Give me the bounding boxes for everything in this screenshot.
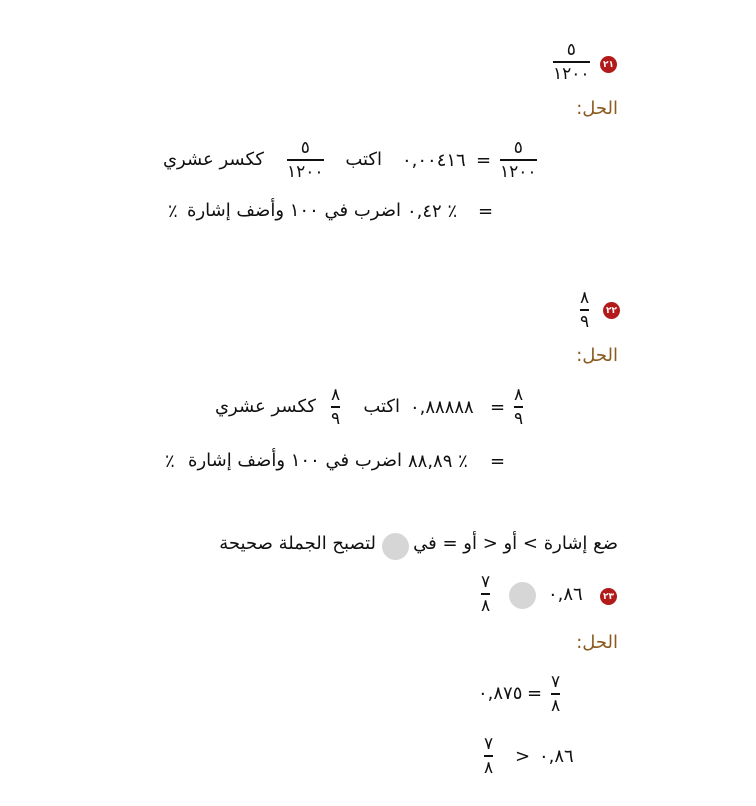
right-fraction — [481, 572, 490, 616]
step-fraction — [551, 672, 560, 716]
fraction-numerator: ٥ — [566, 40, 576, 60]
fraction-numerator: ٥ — [513, 138, 523, 158]
fraction-denominator: ١٢٠٠ — [500, 161, 537, 182]
fraction-numerator: ٧ — [481, 572, 491, 592]
fraction-bar — [481, 593, 490, 595]
compare-instruction-end: لتصبح الجملة صحيحة — [219, 533, 376, 554]
step-lhs-fraction — [514, 385, 523, 429]
solution-label: الحل: — [576, 345, 618, 366]
solution-label: الحل: — [576, 632, 618, 653]
equals-sign: = — [490, 397, 506, 418]
fraction-numerator: ٥ — [300, 138, 310, 158]
left-decimal-value: ٠,٨٦ — [548, 584, 583, 605]
percent-sign: ٪ — [165, 451, 175, 472]
answer-circle[interactable] — [509, 582, 536, 609]
step-mid-fraction — [331, 385, 340, 429]
write-text: اكتب — [345, 149, 382, 170]
fraction-denominator: ٩ — [580, 311, 590, 332]
equals-sign: = — [527, 683, 543, 704]
instruction-text: اضرب في ١٠٠ وأضف إشارة — [187, 200, 401, 221]
problem-number-badge: ٢٣ — [600, 588, 617, 605]
problem-fraction — [553, 40, 590, 84]
percent-value: ٨٨,٨٩ ٪ — [408, 451, 468, 472]
fraction-numerator: ٨ — [331, 385, 341, 405]
write-text: اكتب — [363, 396, 400, 417]
compare-instruction: ضع إشارة > أو < أو = في — [413, 533, 618, 554]
fraction-numerator: ٧ — [551, 672, 561, 692]
fraction-denominator: ٨ — [481, 595, 491, 616]
fraction-bar — [551, 693, 560, 695]
fraction-denominator: ٩ — [514, 408, 524, 429]
fraction-denominator: ١٢٠٠ — [553, 63, 590, 84]
equals-sign: = — [478, 201, 494, 222]
equals-sign: = — [476, 150, 492, 171]
fraction-bar — [331, 406, 340, 408]
decimal-value: ٠,٨٨٨٨٨ — [410, 397, 474, 418]
problem-fraction — [580, 288, 589, 332]
fraction-denominator: ٨ — [484, 757, 494, 778]
instruction-text: اضرب في ١٠٠ وأضف إشارة — [188, 450, 402, 471]
decimal-value: ٠,٨٧٥ — [478, 683, 523, 704]
solution-label: الحل: — [576, 98, 618, 119]
problem-number-badge: ٢١ — [600, 56, 617, 73]
decimal-value: ٠,٠٠٤١٦ — [402, 150, 466, 171]
problem-number-badge: ٢٢ — [603, 302, 620, 319]
fraction-bar — [514, 406, 523, 408]
fraction-bar — [553, 61, 590, 63]
fraction-numerator: ٧ — [484, 734, 494, 754]
fraction-denominator: ٨ — [551, 695, 561, 716]
blank-circle — [382, 533, 409, 560]
fraction-numerator: ٨ — [580, 288, 590, 308]
fraction-bar — [287, 159, 324, 161]
as-decimal-text: ككسر عشري — [214, 396, 316, 417]
fraction-denominator: ١٢٠٠ — [287, 161, 324, 182]
fraction-bar — [500, 159, 537, 161]
percent-sign: ٪ — [168, 201, 178, 222]
fraction-numerator: ٨ — [514, 385, 524, 405]
percent-value: ٠,٤٢ ٪ — [407, 201, 458, 222]
comparison-sign: > — [515, 746, 531, 767]
fraction-bar — [484, 755, 493, 757]
step-fraction — [484, 734, 493, 778]
fraction-bar — [580, 309, 589, 311]
equals-sign: = — [490, 451, 506, 472]
step-lhs-fraction — [500, 138, 537, 182]
decimal-value: ٠,٨٦ — [539, 746, 574, 767]
as-decimal-text: ككسر عشري — [162, 149, 264, 170]
fraction-denominator: ٩ — [331, 408, 341, 429]
step-mid-fraction — [287, 138, 324, 182]
